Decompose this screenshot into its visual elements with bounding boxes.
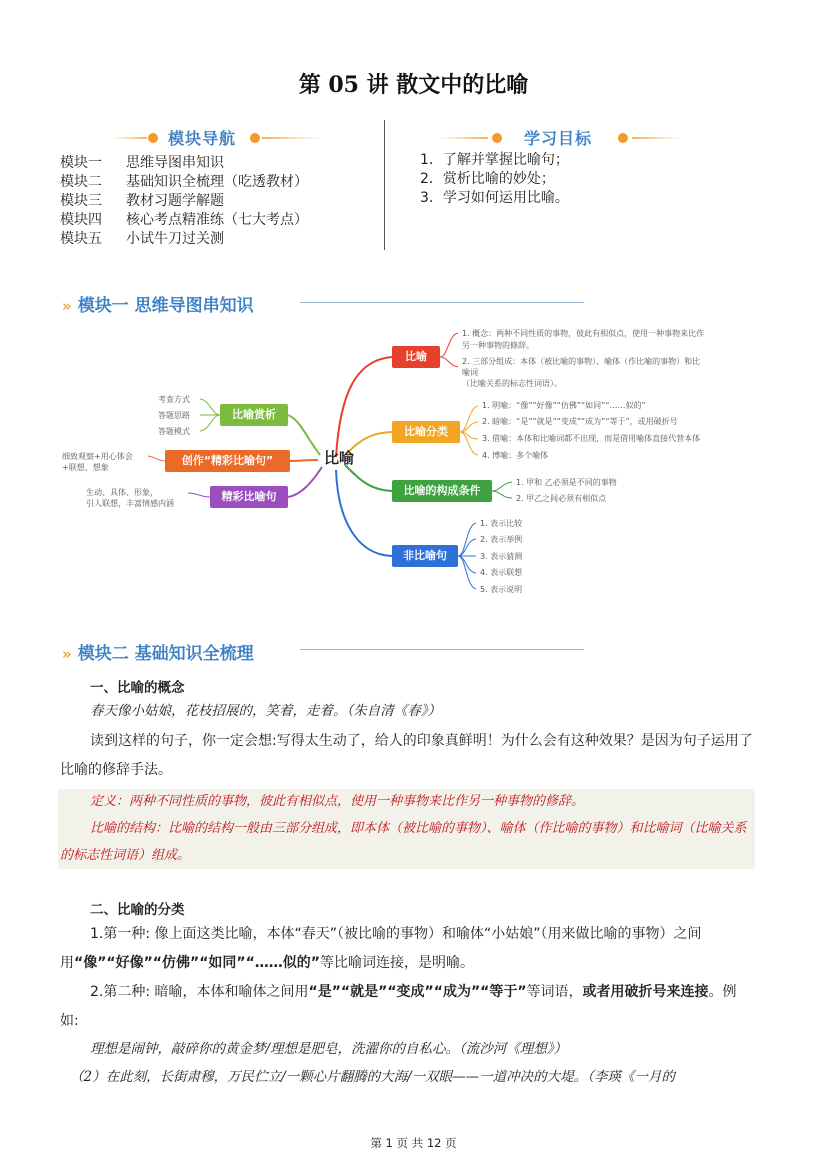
branch-line xyxy=(288,415,320,455)
mindmap-detail: 2. 暗喻：“是”“就是”“变成”“成为”“等于”，或用破折号 xyxy=(482,417,678,426)
mindmap-center: 比喻 xyxy=(323,449,354,467)
mindmap-detail: 2. 三部分组成：本体（被比喻的事物）、喻体（作比喻的事物）和比 xyxy=(462,357,701,366)
nav-banner xyxy=(112,126,322,150)
mindmap-detail: 3. 借喻：本体和比喻词都不出现，而是借用喻体直接代替本体 xyxy=(482,434,701,443)
bracket-line xyxy=(458,539,476,556)
mindmap-detail: 2. 表示举例 xyxy=(480,535,523,544)
example-text: （2）在此刻，长街肃穆，万民伫立/一颗心片翻腾的大海/一双眼——一道冲决的大堤。（李瑛《一月的 xyxy=(70,1069,675,1085)
bracket-line xyxy=(460,406,478,432)
section-heading: 二、比喻的分类 xyxy=(90,902,185,918)
module2-heading: » 模块二 基础知识全梳理 xyxy=(62,644,254,664)
page-footer: 第 1 页 共 12 页 xyxy=(370,1136,457,1150)
mindmap-detail: 答题模式 xyxy=(158,427,190,436)
mindmap-detail: 另一种事物的修辞。 xyxy=(462,341,534,350)
mindmap-detail: 3. 表示猜测 xyxy=(480,552,523,561)
bracket-line xyxy=(440,357,458,367)
chevron-double-icon: » xyxy=(62,645,72,663)
mindmap-detail: 答题思路 xyxy=(158,411,190,420)
quote-text: 春天像小姑娘，花枝招展的，笑着，走着。（朱自清《春》） xyxy=(90,703,441,719)
nav-item[interactable]: 模块一 思维导图串知识 xyxy=(60,155,224,171)
bracket-line xyxy=(492,482,512,491)
body-paragraph: 读到这样的句子，你一定会想:写得太生动了，给人的印象真鲜明！为什么会有这种效果？是因为句子运用了比喻的修辞手法。 xyxy=(60,733,753,778)
goals-heading: 学习目标 xyxy=(524,129,593,148)
branch-line xyxy=(288,467,322,497)
module-nav-list xyxy=(60,154,308,249)
bracket-line xyxy=(200,415,220,431)
branch-line xyxy=(336,357,392,457)
goals-list xyxy=(420,151,569,208)
module1-heading: » 模块一 思维导图串知识 xyxy=(62,296,254,316)
mindmap-node-conditions: 比喻的构成条件 xyxy=(392,480,492,502)
goal-item: 2．赏析比喻的妙处； xyxy=(420,171,555,187)
bracket-line xyxy=(492,491,512,498)
nav-item[interactable]: 模块五 小试牛刀过关测 xyxy=(60,231,224,247)
bracket-line xyxy=(200,399,220,415)
goals-banner xyxy=(440,126,680,150)
definition-text: 定义：两种不同性质的事物，彼此有相似点，使用一种事物来比作另一种事物的修辞。 xyxy=(90,794,585,809)
mindmap-detail: 1. 表示比较 xyxy=(480,519,523,528)
bracket-line xyxy=(458,556,476,573)
nav-item[interactable]: 模块四 核心考点精准练（七大考点） xyxy=(60,212,308,228)
body-paragraph: 1.第一种: 像上面这类比喻，本体“春天”（被比喻的事物）和喻体“小姑娘”（用来做比喻的事物）之间用“像”“好像”“仿佛”“如同”“……似的”等比喻词连接，是明喻。 xyxy=(60,926,702,971)
example-text: 理想是闹钟，敲碎你的黄金梦/理想是肥皂，洗濯你的自私心。（流沙河《理想》） xyxy=(90,1041,568,1057)
mindmap-detail: 生动、具体、形象， xyxy=(86,488,158,497)
mindmap-detail: 5. 表示说明 xyxy=(480,585,523,594)
nav-heading: 模块导航 xyxy=(168,129,237,148)
mindmap-detail: 考查方式 xyxy=(158,395,190,404)
mindmap-node-simile: 比喻 xyxy=(392,346,440,368)
column-divider xyxy=(384,120,385,250)
mindmap-detail: 4. 表示联想 xyxy=(480,568,523,577)
nav-item[interactable]: 模块二 基础知识全梳理（吃透教材） xyxy=(60,174,308,190)
mindmap-detail: 1. 概念：两种不同性质的事物，彼此有相似点，使用一种事物来比作 xyxy=(462,329,705,338)
goal-item: 1．了解并掌握比喻句； xyxy=(420,152,569,168)
body-paragraph: 2.第二种: 暗喻，本体和喻体之间用“是”“就是”“变成”“成为”“等于”等词语，或者用破折号来连接。例如: xyxy=(60,984,737,1029)
chevron-double-icon: » xyxy=(62,297,72,315)
bracket-line xyxy=(188,493,210,497)
bracket-line xyxy=(148,456,165,461)
mindmap-node-appreciation: 比喻赏析 xyxy=(220,404,288,426)
mindmap-detail: +联想、想象 xyxy=(62,463,109,472)
mindmap-node-fine-simile: 精彩比喻句 xyxy=(210,486,288,508)
section-heading: 一、比喻的概念 xyxy=(90,680,185,696)
mindmap-detail: 1. 明喻：“像”“好像”“仿佛”“如同”“……似的” xyxy=(482,401,646,410)
module1-rule xyxy=(300,302,584,303)
nav-item[interactable]: 模块三 教材习题学解题 xyxy=(60,193,224,209)
mindmap-detail: 1. 甲和 乙必须是不同的事物 xyxy=(516,478,617,487)
bracket-line xyxy=(440,333,458,357)
mindmap-node-classification: 比喻分类 xyxy=(392,421,460,443)
mindmap-detail: （比喻关系的标志性词语）。 xyxy=(462,379,562,388)
branch-line xyxy=(290,460,318,461)
goal-item: 3．学习如何运用比喻。 xyxy=(420,190,569,206)
page-title: 第 05 讲 散文中的比喻 xyxy=(298,72,529,98)
branch-line xyxy=(345,465,392,491)
structure-text: 比喻的结构：比喻的结构一般由三部分组成，即本体（被比喻的事物）、喻体（作比喻的事物）和比喻词（比喻关系的标志性词语）组成。 xyxy=(60,821,747,863)
mindmap-node-non-simile: 非比喻句 xyxy=(392,545,458,567)
mindmap-detail: 引人联想，丰富情感内涵 xyxy=(86,499,174,508)
mindmap-detail: 4. 博喻：多个喻体 xyxy=(482,451,549,460)
module2-rule xyxy=(300,649,584,650)
mindmap-detail: 2. 甲乙之间必须有相似点 xyxy=(516,494,607,503)
mindmap-detail: 喻词 xyxy=(462,368,478,377)
mindmap-detail: 细致观察+用心体会 xyxy=(62,452,133,461)
mindmap-node-create: 创作“精彩比喻句” xyxy=(165,450,290,472)
